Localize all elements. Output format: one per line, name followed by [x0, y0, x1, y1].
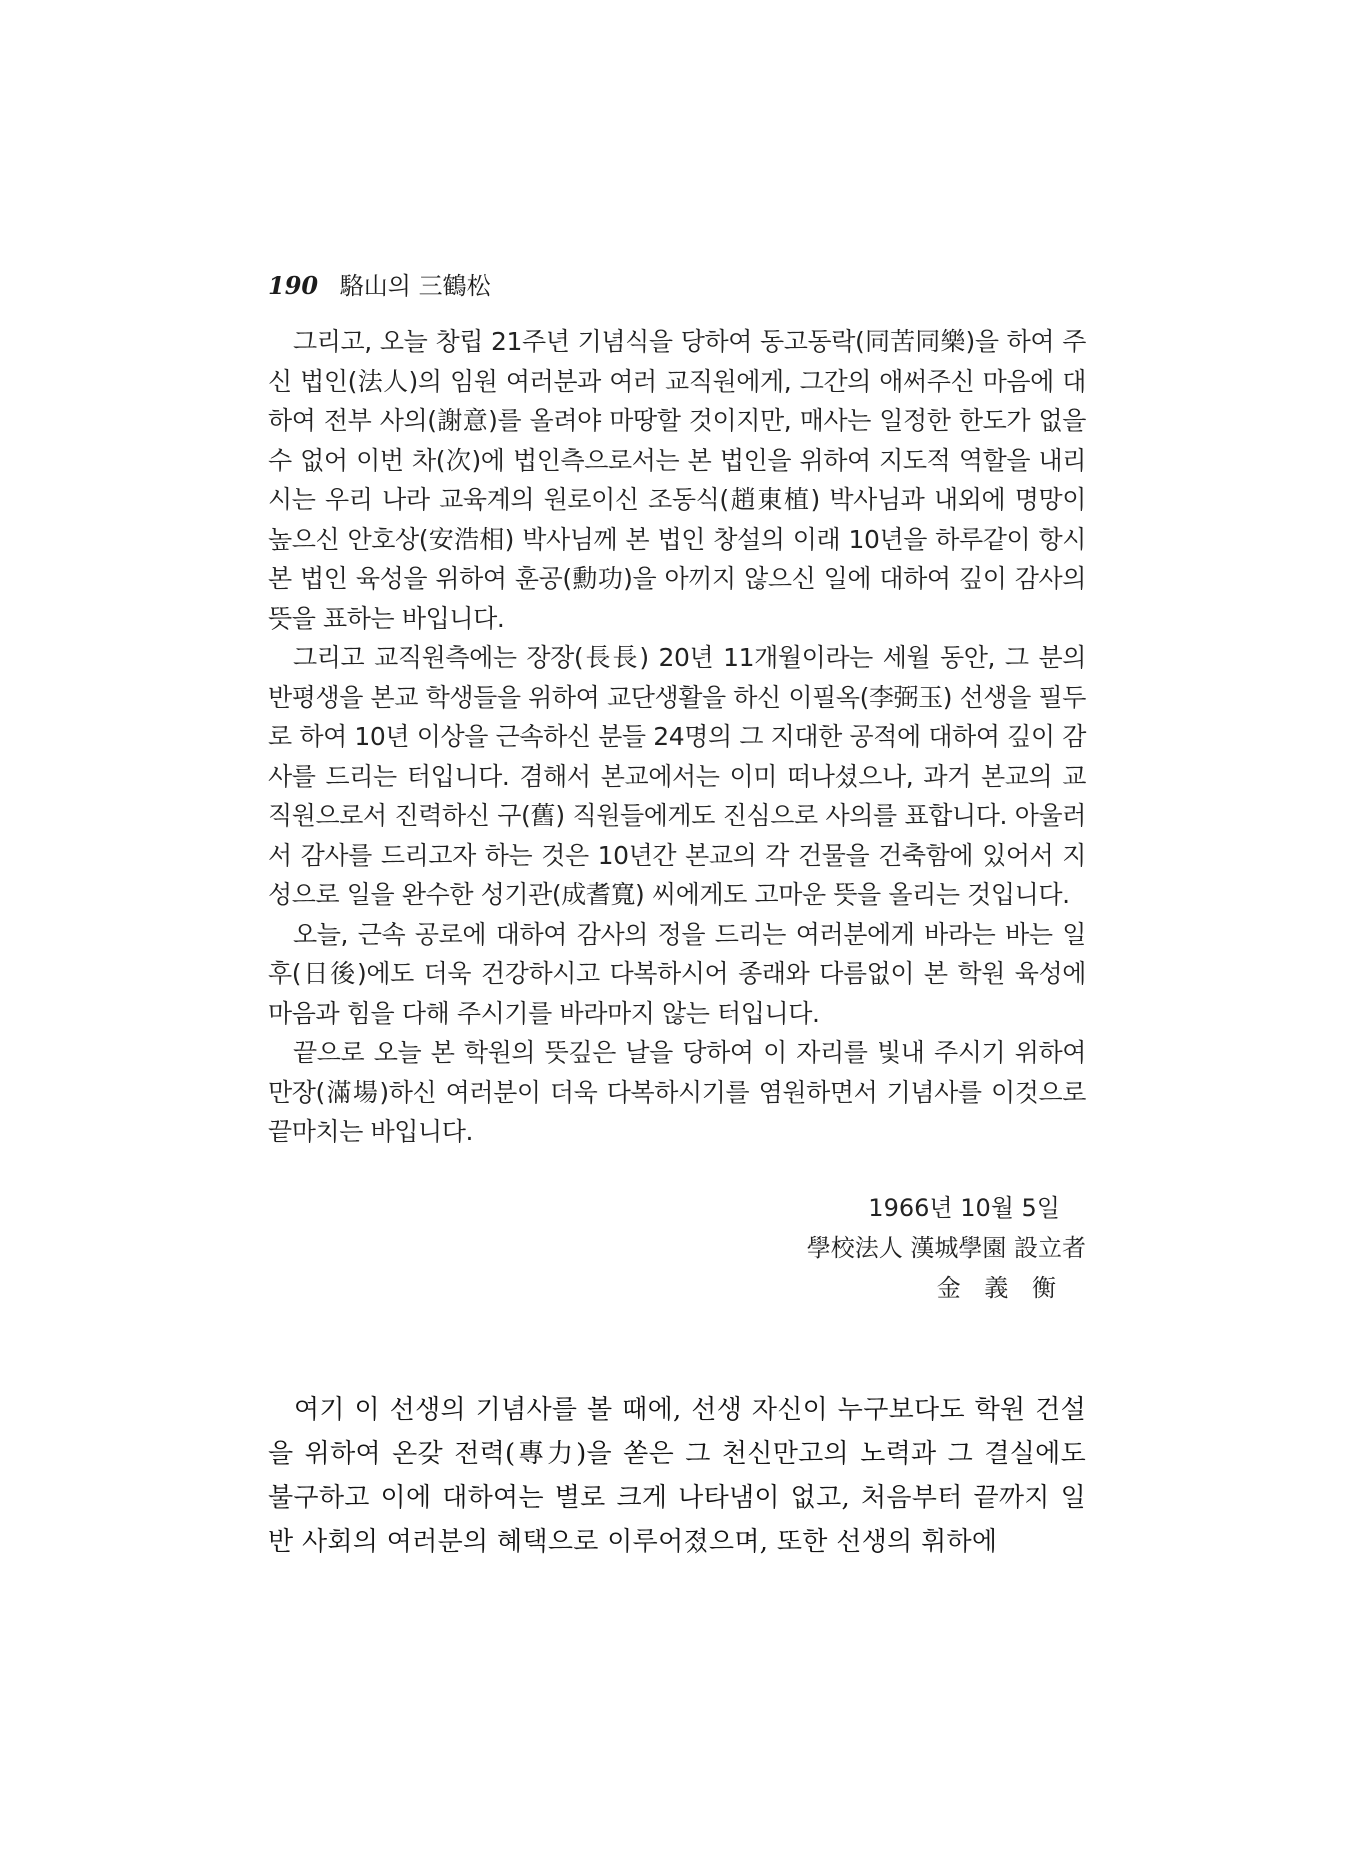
commemorative-address	[268, 322, 1086, 1152]
commentary-section	[268, 1388, 1086, 1564]
signature-date: 1966년 10월 5일	[868, 1194, 1060, 1222]
address-paragraph: 오늘, 근속 공로에 대하여 감사의 정을 드리는 여러분에게 바라는 바는 일후(日後)에도 더욱 건강하시고 다복하시어 종래와 다름없이 본 학원 육성에 마음과 힘을 다해 주시기를 바라마지 않는 터입니다.	[268, 919, 1086, 1028]
book-title: 駱山의 三鶴松	[339, 272, 491, 300]
address-paragraph: 그리고, 오늘 창립 21주년 기념식을 당하여 동고동락(同苦同樂)을 하여 주신 법인(法人)의 임원 여러분과 여러 교직원에게, 그간의 애써주신 마음에 대하여 전부 사의(謝意)를 올려야 마땅할 것이지만, 매사는 일정한 한도가 없을 수 없어 이번 차(次)에 법인측으로서는 본 법인을 위하여 지도적 역할을 내리시는 우리 나라 교육계의 원로이신 조동식(趙東植) 박사님과 내외에 명망이 높으신 안호상(安浩相) 박사님께 본 법인 창설의 이래 10년을 하루같이 항시 본 법인 육성을 위하여 훈공(勳功)을 아끼지 않으신 일에 대하여 깊이 감사의 뜻을 표하는 바입니다.	[268, 327, 1086, 633]
commentary-paragraph: 여기 이 선생의 기념사를 볼 때에, 선생 자신이 누구보다도 학원 건설을 위하여 온갖 전력(專力)을 쏟은 그 천신만고의 노력과 그 결실에도 불구하고 이에 대하여는 별로 크게 나타냄이 없고, 처음부터 끝까지 일반 사회의 여러분의 혜택으로 이루어졌으며, 또한 선생의 휘하에	[268, 1395, 1086, 1557]
address-paragraph: 끝으로 오늘 본 학원의 뜻깊은 날을 당하여 이 자리를 빛내 주시기 위하여 만장(滿場)하신 여러분이 더욱 다복하시기를 염원하면서 기념사를 이것으로 끝마치는 바입니다.	[268, 1038, 1086, 1146]
page-header	[268, 266, 491, 301]
signature-organization: 學校法人 漢城學園 設立者	[806, 1234, 1086, 1262]
signature-block	[268, 1188, 1086, 1308]
signature-name: 金 義 衡	[936, 1274, 1064, 1302]
page-number: 190	[268, 271, 319, 300]
address-paragraph: 그리고 교직원측에는 장장(長長) 20년 11개월이라는 세월 동안, 그 분의 반평생을 본교 학생들을 위하여 교단생활을 하신 이필옥(李弼玉) 선생을 필두로 하여 10년 이상을 근속하신 분들 24명의 그 지대한 공적에 대하여 깊이 감사를 드리는 터입니다. 겸해서 본교에서는 이미 떠나셨으나, 과거 본교의 교직원으로서 진력하신 구(舊) 직원들에게도 진심으로 사의를 표합니다. 아울러서 감사를 드리고자 하는 것은 10년간 본교의 각 건물을 건축함에 있어서 지성으로 일을 완수한 성기관(成耆寬) 씨에게도 고마운 뜻을 올리는 것입니다.	[268, 643, 1086, 909]
